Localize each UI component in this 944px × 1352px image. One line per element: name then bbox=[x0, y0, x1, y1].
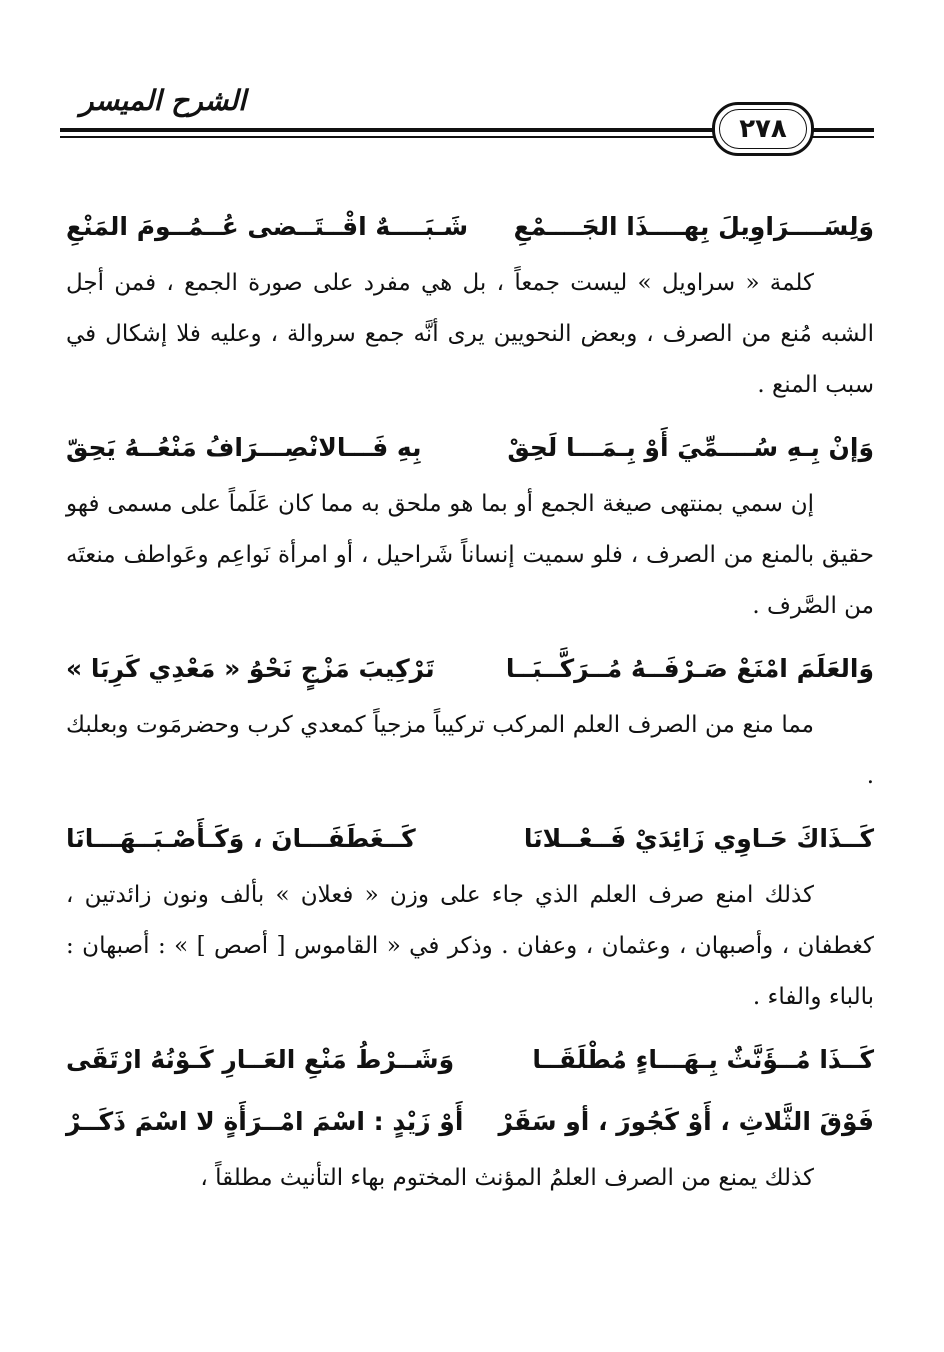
verse-4-first-hemistich: كَــذَاكَ حَـاوِي زَائِدَيْ فَــعْــلانَا bbox=[523, 824, 874, 853]
running-title: الشرح الميسر bbox=[80, 84, 246, 117]
verse-6-first-hemistich: فَوْقَ الثَّلاثِ ، أَوْ كَجُورَ ، أو سَقَرْ bbox=[498, 1107, 874, 1136]
page-body bbox=[66, 196, 874, 1210]
verse-1 bbox=[66, 196, 874, 258]
verse-5-first-hemistich: كَــذَا مُــؤَنَّثٌ بِـهَـــاءٍ مُطْلَقَــا bbox=[532, 1045, 874, 1074]
verse-2-first-hemistich: وَإنْ بِـهِ سُــــمِّيَ أَوْ بِـمَـــا لَحِقْ bbox=[507, 433, 874, 462]
verse-3-first-hemistich: وَالعَلَمَ امْنَعْ صَـرْفَــهُ مُــرَكَّــبَــا bbox=[505, 654, 874, 683]
verse-3-second-hemistich: تَرْكِيبَ مَزْجٍ نَحْوُ « مَعْدِي كَرِبَا » bbox=[66, 654, 435, 683]
commentary-paragraph-5: كذلك يمنع من الصرف العلمُ المؤنث المختوم بهاء التأنيث مطلقاً ، bbox=[200, 1165, 814, 1191]
page-number: ٢٧٨ bbox=[739, 114, 787, 144]
verse-2 bbox=[66, 417, 874, 479]
verse-2-second-hemistich: بِهِ فَـــالانْصِـــرَافُ مَنْعُــهُ يَحِقّ bbox=[66, 433, 422, 462]
commentary-paragraph-4: كذلك امنع صرف العلم الذي جاء على وزن « فعلان » بألف ونون زائدتين ، كغطفان ، وأصبهان ، وعثمان ، وعفان . وذكر في « القاموس [ أصص ] » : أصبهان : بالباء والفاء . bbox=[66, 882, 874, 1010]
verse-6-second-hemistich: أَوْ زَيْدٍ : اسْمَ امْــرَأَةٍ لا اسْمَ ذَكَــرْ bbox=[66, 1107, 464, 1136]
verse-1-second-hemistich: شَـبَــــهٌ اقْــتَــضى عُــمُــومَ المَنْعِ bbox=[66, 212, 469, 241]
verse-5-second-hemistich: وَشَــرْطُ مَنْعِ العَــارِ كَـوْنُهُ ارْتَقَى bbox=[66, 1045, 455, 1074]
page-header bbox=[60, 80, 874, 160]
verse-6 bbox=[66, 1091, 874, 1153]
commentary-paragraph-3: مما منع من الصرف العلم المركب تركيباً مزجياً كمعدي كرب وحضرمَوت وبعلبك . bbox=[66, 712, 874, 789]
verse-3 bbox=[66, 638, 874, 700]
verse-4-second-hemistich: كَــغَطَفَـــانَ ، وَكَـأَصْـبَــهَـــانَا bbox=[66, 824, 416, 853]
verse-1-first-hemistich: وَلِسَــــرَاوِيلَ بِهــــذَا الجَــــمْعِ bbox=[513, 212, 874, 241]
verse-4 bbox=[66, 808, 874, 870]
page-number-badge bbox=[712, 102, 814, 156]
commentary-paragraph-1: كلمة « سراويل » ليست جمعاً ، بل هي مفرد على صورة الجمع ، فمن أجل الشبه مُنع من الصرف ، وبعض النحويين يرى أنَّه جمع سروالة ، وعليه فلا إشكال في سبب المنع . bbox=[66, 270, 874, 398]
verse-5 bbox=[66, 1029, 874, 1091]
commentary-paragraph-2: إن سمي بمنتهى صيغة الجمع أو بما هو ملحق به مما كان عَلَماً على مسمى فهو حقيق بالمنع من الصرف ، فلو سميت إنساناً شَراحيل ، أو امرأة نَواعِم وعَواطف منعتَه من الصَّرف . bbox=[66, 491, 874, 619]
